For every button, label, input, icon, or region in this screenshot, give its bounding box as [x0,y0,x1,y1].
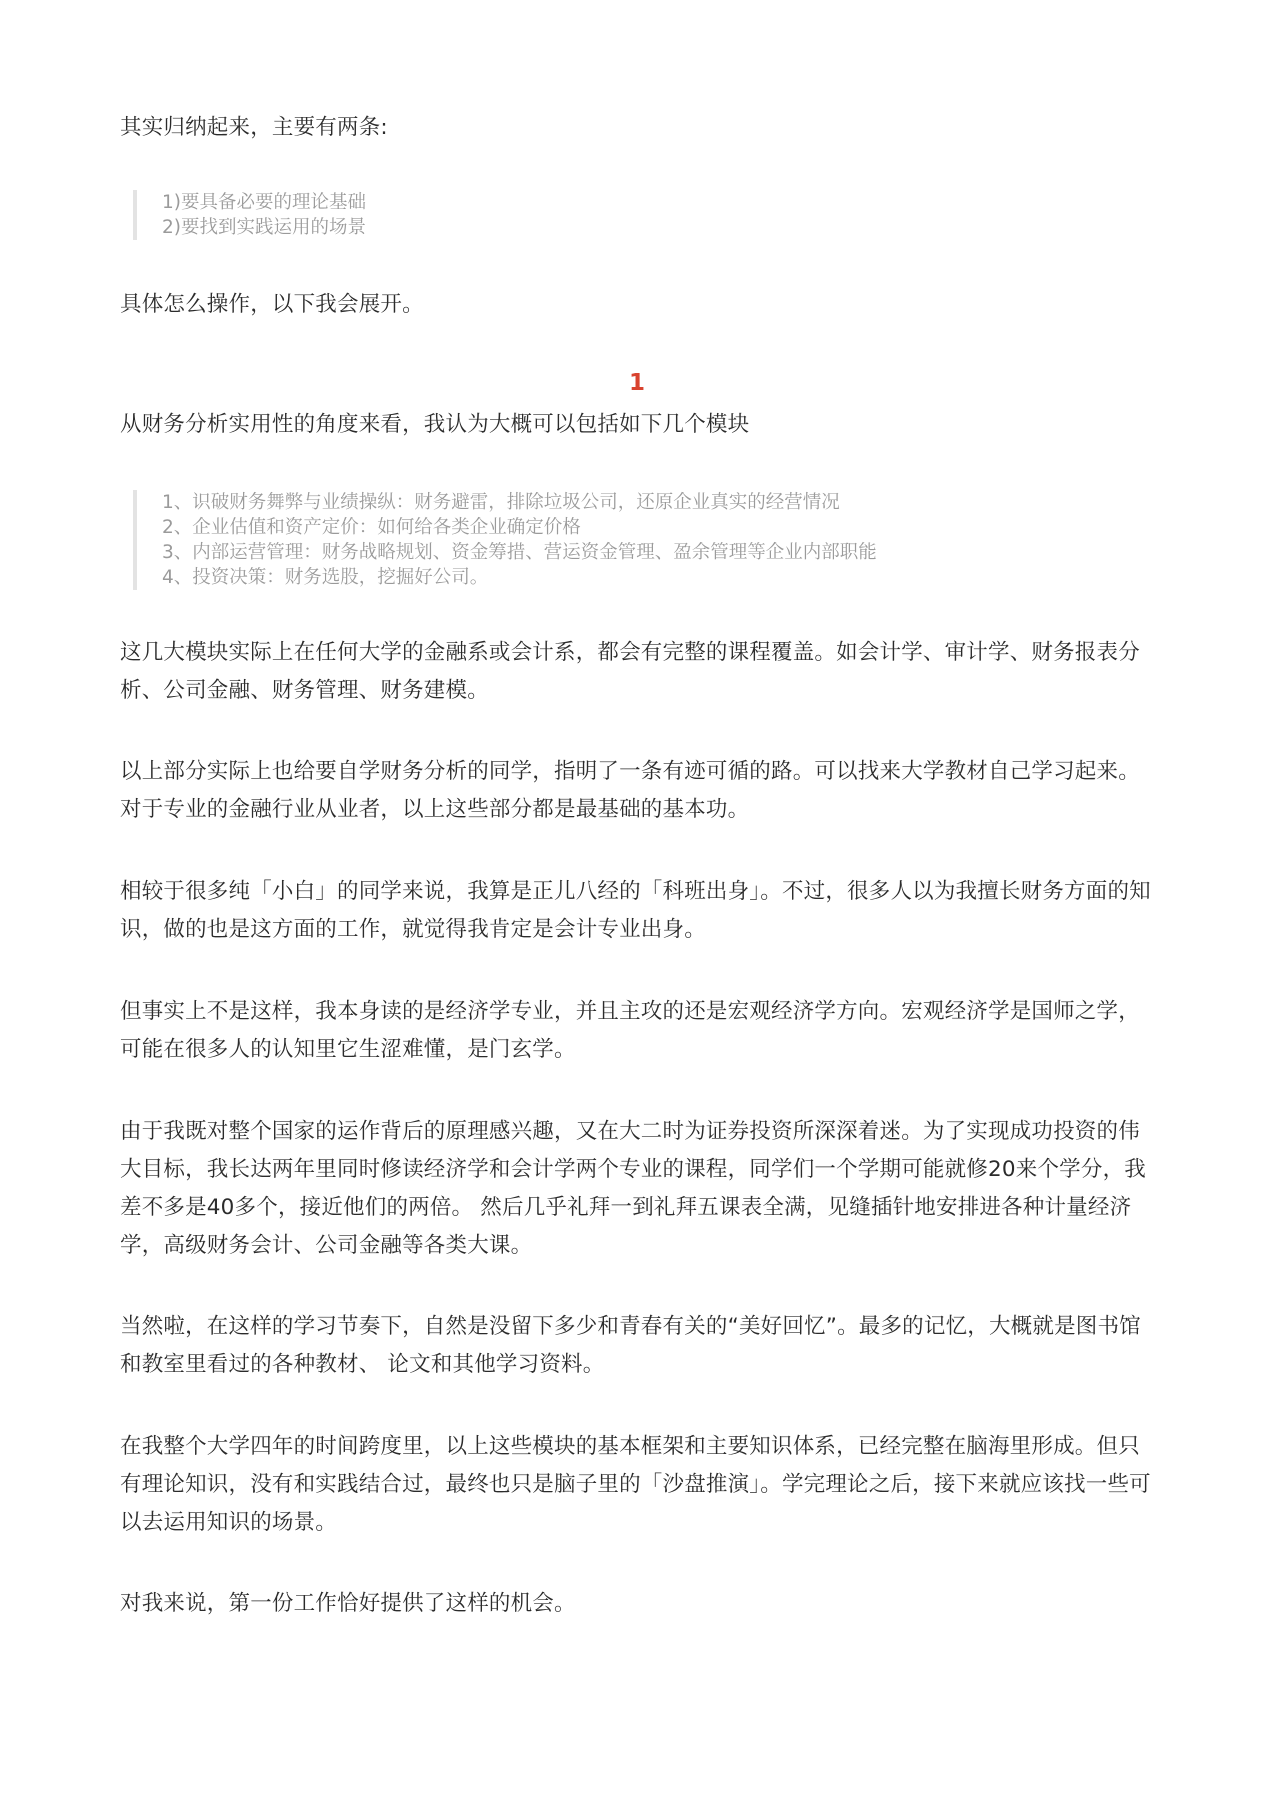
quote-line: 2、企业估值和资产定价：如何给各类企业确定价格 [162,517,581,538]
body-paragraph: 相较于很多纯「小白」的同学来说，我算是正儿八经的「科班出身」。不过，很多人以为我擅长财务方面的知识，做的也是这方面的工作，就觉得我肯定是会计专业出身。 [120,879,1151,942]
body-paragraph: 但事实上不是这样，我本身读的是经济学专业，并且主攻的还是宏观经济学方向。宏观经济学是国师之学，可能在很多人的认知里它生涩难懂，是门玄学。 [120,999,1140,1062]
quote-line: 1、识破财务舞弊与业绩操纵：财务避雷，排除垃圾公司，还原企业真实的经营情况 [162,492,840,513]
body-paragraph: 由于我既对整个国家的运作背后的原理感兴趣，又在大二时为证券投资所深深着迷。为了实现成功投资的伟大目标，我长达两年里同时修读经济学和会计学两个专业的课程，同学们一个学期可能就修20来个学分，我差不多是40多个，接近他们的两倍。 然后几乎礼拜一到礼拜五课表全满，见缝插针地安排进各种计量经济学，高级财务会计、公司金融等各类大课。 [120,1119,1146,1258]
quote-line: 3、内部运营管理：财务战略规划、资金筹措、营运资金管理、盈余管理等企业内部职能 [162,542,877,563]
intro-paragraph: 其实归纳起来，主要有两条: [120,115,388,140]
quote-line: 1)要具备必要的理论基础 [162,192,366,213]
quote-line: 2)要找到实践运用的场景 [162,217,366,238]
operate-paragraph: 具体怎么操作，以下我会展开。 [120,292,424,317]
body-paragraph: 以上部分实际上也给要自学财务分析的同学，指明了一条有迹可循的路。可以找来大学教材自己学习起来。对于专业的金融行业从业者，以上这些部分都是最基础的基本功。 [120,759,1140,822]
modules-paragraph: 从财务分析实用性的角度来看，我认为大概可以包括如下几个模块 [120,412,750,437]
blockquote-modules [133,490,1162,590]
body-paragraph: 这几大模块实际上在任何大学的金融系或会计系，都会有完整的课程覆盖。如会计学、审计学、财务报表分析、公司金融、财务管理、财务建模。 [120,640,1140,703]
body-paragraph: 在我整个大学四年的时间跨度里，以上这些模块的基本框架和主要知识体系，已经完整在脑海里形成。但只有理论知识，没有和实践结合过，最终也只是脑子里的「沙盘推演」。学完理论之后，接下来就应该找一些可以去运用知识的场景。 [120,1434,1151,1535]
quote-line: 4、投资决策：财务选股，挖掘好公司。 [162,567,489,588]
blockquote-principles [133,190,1162,240]
body-paragraph: 当然啦，在这样的学习节奏下，自然是没留下多少和青春有关的“美好回忆”。最多的记忆，大概就是图书馆和教室里看过的各种教材、 论文和其他学习资料。 [120,1314,1141,1377]
closing-paragraph: 对我来说，第一份工作恰好提供了这样的机会。 [120,1591,576,1616]
section-number: 1 [628,370,645,396]
